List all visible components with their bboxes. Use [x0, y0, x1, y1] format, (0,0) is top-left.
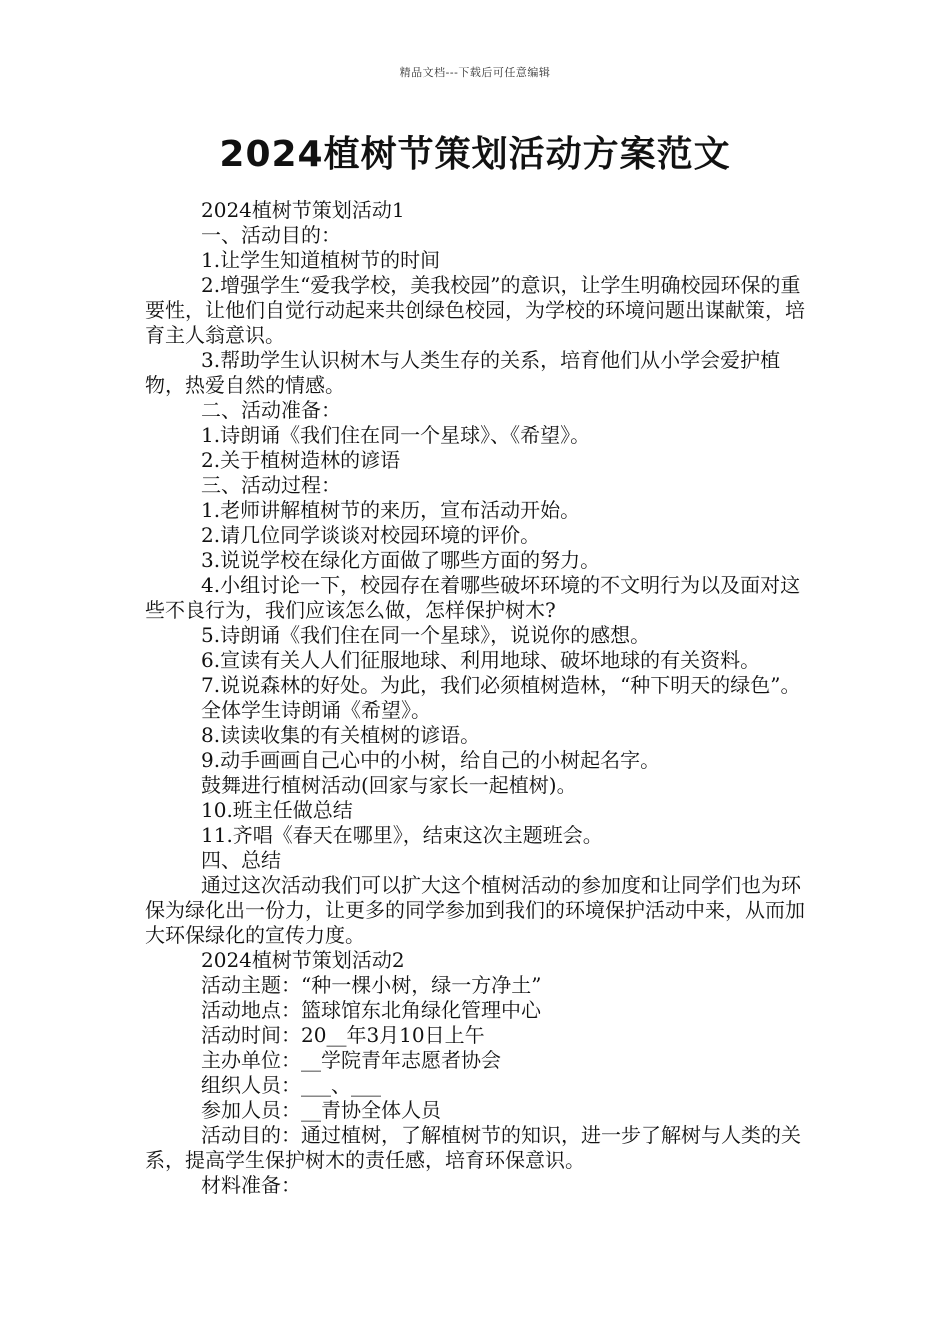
- paragraph: 3.帮助学生认识树木与人类生存的关系，培育他们从小学会爱护植物，热爱自然的情感。: [145, 348, 781, 397]
- paragraph: 11.齐唱《春天在哪里》，结束这次主题班会。: [201, 823, 603, 847]
- paragraph: 6.宣读有关人人们征服地球、利用地球、破坏地球的有关资料。: [201, 648, 761, 672]
- paragraph: 二、活动准备：: [201, 398, 341, 422]
- paragraph: 组织人员：___、___: [201, 1073, 381, 1097]
- document-title: 2024植树节策划活动方案范文: [219, 134, 731, 175]
- paragraph: 9.动手画画自己心中的小树，给自己的小树起名字。: [201, 748, 661, 772]
- paragraph: 参加人员：__青协全体人员: [201, 1098, 441, 1122]
- paragraph: 2.关于植树造林的谚语: [201, 448, 401, 472]
- paragraph: 活动时间：20__年3月10日上午: [201, 1023, 485, 1047]
- paragraph: 活动地点：篮球馆东北角绿化管理中心: [201, 998, 541, 1022]
- paragraph: 活动主题：“种一棵小树，绿一方净土”: [201, 973, 542, 997]
- paragraph: 主办单位：__学院青年志愿者协会: [201, 1048, 501, 1072]
- paragraph: 7.说说森林的好处。为此，我们必须植树造林，“种下明天的绿色”。: [201, 673, 801, 697]
- paragraph: 1.让学生知道植树节的时间: [201, 248, 441, 272]
- paragraph: 2024植树节策划活动1: [201, 198, 405, 222]
- paragraph: 3.说说学校在绿化方面做了哪些方面的努力。: [201, 548, 601, 572]
- paragraph: 2024植树节策划活动2: [201, 948, 405, 972]
- paragraph: 2.增强学生“爱我学校，美我校园”的意识，让学生明确校园环保的重要性，让他们自觉行动起来共创绿色校园，为学校的环境问题出谋献策，培育主人翁意识。: [145, 273, 805, 347]
- paragraph: 一、活动目的：: [201, 223, 341, 247]
- paragraph: 4.小组讨论一下，校园存在着哪些破坏环境的不文明行为以及面对这些不良行为，我们应该怎么做，怎样保护树木?: [145, 573, 801, 622]
- paragraph: 8.读读收集的有关植树的谚语。: [201, 723, 481, 747]
- header-note: 精品文档---下载后可任意编辑: [399, 66, 551, 79]
- paragraph: 活动目的：通过植树，了解植树节的知识，进一步了解树与人类的关系，提高学生保护树木的责任感，培育环保意识。: [145, 1123, 801, 1172]
- paragraph: 全体学生诗朗诵《希望》。: [201, 698, 431, 722]
- paragraph: 2.请几位同学谈谈对校园环境的评价。: [201, 523, 541, 547]
- paragraph: 10.班主任做总结: [201, 798, 353, 822]
- paragraph: 通过这次活动我们可以扩大这个植树活动的参加度和让同学们也为环保为绿化出一份力，让更多的同学参加到我们的环境保护活动中来，从而加大环保绿化的宣传力度。: [145, 873, 805, 947]
- paragraph: 鼓舞进行植树活动(回家与家长一起植树)。: [201, 773, 577, 797]
- paragraph: 1.老师讲解植树节的来历，宣布活动开始。: [201, 498, 581, 522]
- paragraph: 1.诗朗诵《我们住在同一个星球》、《希望》。: [201, 423, 591, 447]
- paragraph: 三、活动过程：: [201, 473, 341, 497]
- document-body: [145, 198, 810, 1198]
- paragraph: 5.诗朗诵《我们住在同一个星球》，说说你的感想。: [201, 623, 651, 647]
- paragraph: 材料准备：: [201, 1173, 301, 1197]
- paragraph: 四、总结: [201, 848, 281, 872]
